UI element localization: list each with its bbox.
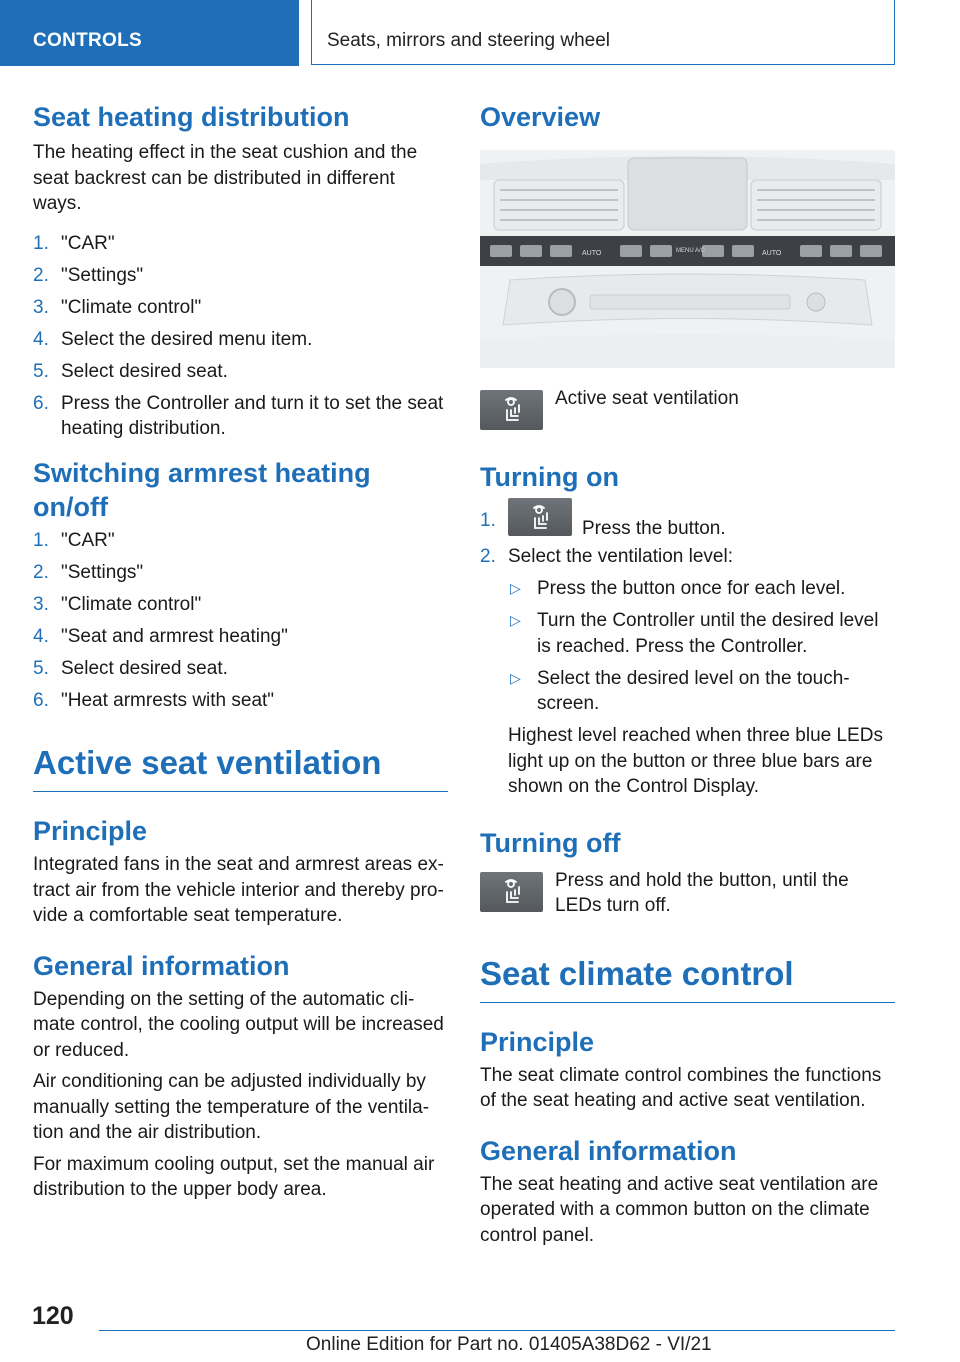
panel-label: AUTO [762, 250, 782, 257]
list-item: 1. Press the button. [480, 502, 895, 536]
list-item: 6. "Heat armrests with seat" [33, 689, 275, 711]
heat-dist-intro: The heating effect in the seat cushion and the seat backrest can be distributed in different ways. [33, 142, 418, 214]
ventilation-principle-text: Integrated fans in the seat and armrest areas ex-tract air from the vehicle interior and thereby pro-vide a comfortable seat temperature. [33, 854, 444, 926]
legend-row [480, 386, 895, 430]
climate-panel-illustration [480, 150, 895, 368]
turning-off-text: Press and hold the button, until the LEDs turn off. [555, 869, 849, 916]
heading-overview: Overview [480, 102, 601, 132]
triangle-bullet-icon: ▷ [510, 612, 521, 628]
triangle-bullet-icon: ▷ [510, 580, 521, 596]
armrest-steps [33, 528, 448, 714]
ventilation-level-bullets [508, 576, 895, 717]
seat-ventilation-icon [480, 390, 543, 430]
header-chapter-box [311, 0, 895, 65]
ventilation-general-p2: Air conditioning can be adjusted individually by manually setting the temperature of the ventila-tion and the air distribution. [33, 1071, 430, 1143]
turning-on-step2: Select the ventilation level: [508, 546, 733, 567]
heading-principle: Principle [33, 816, 148, 846]
heading-principle: Principle [480, 1026, 595, 1057]
triangle-bullet-icon: ▷ [510, 669, 521, 686]
seat-ventilation-icon [508, 498, 572, 536]
turning-on-note: Highest level reached when three blue LEDs light up on the button or three blue bars are shown on the Control Display. [508, 725, 883, 797]
turning-off-row [480, 868, 895, 924]
panel-label: AUTO [582, 250, 602, 257]
list-item: 4. Select the desired menu item. [33, 328, 313, 350]
ventilation-general-p1: Depending on the setting of the automatic cli-mate control, the cooling output will be increased or reduced. [33, 988, 444, 1061]
heading-turning-on: Turning on [480, 462, 619, 492]
list-item: 1. "CAR" [33, 529, 115, 551]
list-item: 5. Select desired seat. [33, 657, 228, 679]
footer-divider [99, 1330, 895, 1331]
climate-principle-text: The seat climate control combines the functions of the seat heating and active seat ventilation. [480, 1064, 882, 1111]
list-item: 1. "CAR" [33, 232, 115, 254]
heading-general-information: General information [480, 1135, 737, 1166]
heading-seat-climate-control: Seat climate control [480, 954, 895, 1003]
seat-ventilation-icon [480, 872, 543, 912]
heat-dist-steps [33, 231, 448, 442]
header-section-label: CONTROLS [33, 30, 143, 51]
heading-seat-heating-distribution: Seat heating distribution [33, 102, 350, 132]
list-item: 3. "Climate control" [33, 296, 202, 318]
list-item: 3. "Climate control" [33, 593, 202, 615]
footer-edition: Online Edition for Part no. 01405A38D62 - VI/21 [306, 1334, 712, 1355]
list-item: 5. Select desired seat. [33, 360, 228, 382]
list-item: 4. "Seat and armrest heating" [33, 625, 288, 647]
turning-on-steps [480, 502, 895, 570]
list-item: 2. "Settings" [33, 264, 144, 286]
list-item: ▷ Turn the Controller until the desired level is reached. Press the Controller. [510, 610, 879, 657]
list-item: ▷ Press the button once for each level. [508, 576, 895, 602]
heading-turning-off: Turning off [480, 827, 621, 858]
list-item: 6. Press the Controller and turn it to set the seat heating distribution. [33, 392, 444, 439]
heading-general-information: General information [33, 950, 290, 981]
list-item: ▷ Select the desired level on the touch-screen. [510, 667, 850, 714]
panel-label: MENU A/C [676, 248, 706, 254]
page-number: 120 [32, 1302, 74, 1330]
left-column [33, 100, 448, 1203]
turning-on-step1: Press the button. [582, 518, 726, 539]
ventilation-general-p3: For maximum cooling output, set the manual air distribution to the upper body area. [33, 1153, 435, 1200]
climate-general-text: The seat heating and active seat ventilation are operated with a common button on the climate control panel. [480, 1173, 879, 1246]
climate-panel-drawing [480, 150, 895, 368]
header-section-tab [0, 0, 299, 66]
right-column [480, 100, 895, 1248]
legend-text: Active seat ventilation [555, 388, 739, 409]
list-item: 2. Select the ventilation level: [480, 546, 733, 567]
header-chapter-label: Seats, mirrors and steering wheel [327, 30, 611, 51]
heading-active-seat-ventilation: Active seat ventilation [33, 743, 448, 792]
heading-armrest-heating: Switching armrest heating on/off [33, 457, 371, 522]
list-item: 2. "Settings" [33, 561, 144, 583]
